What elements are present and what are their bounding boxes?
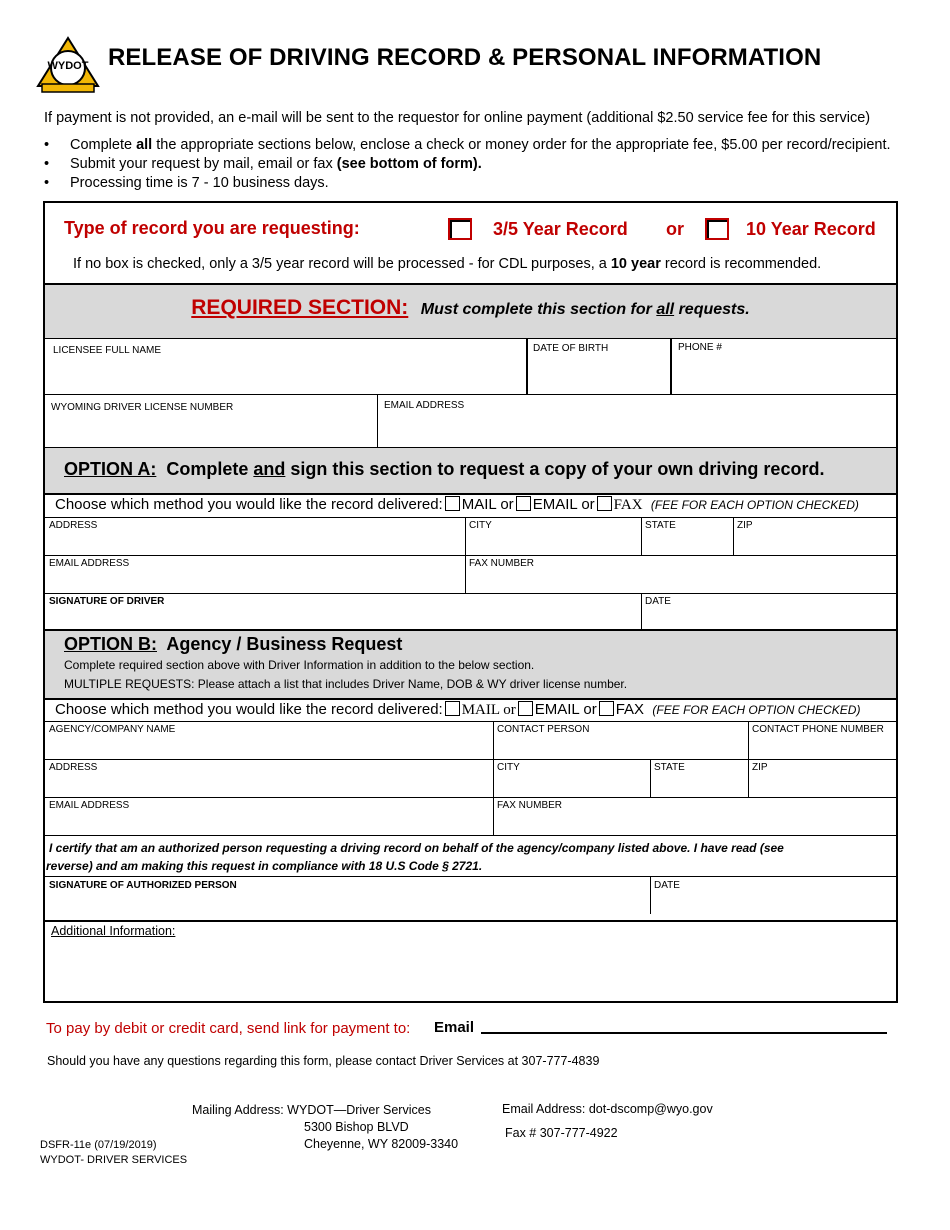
or-label: or [666,219,684,239]
option-b-method-row: Choose which method you would like the record delivered: MAIL or EMAIL or FAX (FEE FOR EACH OPTION CHECKED) [55,701,861,718]
option-b-address-field[interactable]: ADDRESS [49,762,98,773]
option-b-city-field[interactable]: CITY [497,762,520,773]
ten-year-checkbox[interactable] [705,218,729,240]
option-a-state-field[interactable]: STATE [645,520,676,531]
driver-license-number-field[interactable]: WYOMING DRIVER LICENSE NUMBER [51,402,234,413]
agency-company-name-field[interactable]: AGENCY/COMPANY NAME [49,724,176,735]
list-item: • Complete all the appropriate sections below, enclose a check or money order for the appropriate fee, $5.00 per record/recipient. [44,136,891,155]
option-b-state-field[interactable]: STATE [654,762,685,773]
ten-year-label: 10 Year Record [746,219,876,239]
contact-email: Email Address: dot-dscomp@wyo.gov [502,1102,713,1116]
instruction-list [44,136,891,193]
date-of-birth-field[interactable]: DATE OF BIRTH [533,343,609,354]
licensee-full-name-field[interactable]: LICENSEE FULL NAME [53,345,161,356]
option-b-fax-field[interactable]: FAX NUMBER [497,800,563,811]
mailing-address-city: Cheyenne, WY 82009-3340 [304,1137,459,1151]
option-a-zip-field[interactable]: ZIP [737,520,753,531]
release-form [43,201,898,1003]
phone-field[interactable]: PHONE # [678,342,722,353]
option-b-zip-field[interactable]: ZIP [752,762,768,773]
option-a-email-checkbox[interactable] [516,496,531,511]
option-b-mail-checkbox[interactable] [445,701,460,716]
option-b-email-field[interactable]: EMAIL ADDRESS [49,800,130,811]
contact-person-field[interactable]: CONTACT PERSON [497,724,590,735]
contact-fax: Fax # 307-777-4922 [505,1126,618,1140]
option-b-email-checkbox[interactable] [518,701,533,716]
three-five-year-label: 3/5 Year Record [493,219,628,239]
intro-text: If payment is not provided, an e-mail will be sent to the requestor for online payment (additional $2.50 service fee for this service) [44,110,871,126]
record-type-label: Type of record you are requesting: [64,218,360,238]
form-id: DSFR-11e (07/19/2019) [40,1139,157,1151]
wydot-logo [36,36,100,94]
three-five-year-checkbox[interactable] [448,218,472,240]
additional-information-field[interactable]: Additional Information: [51,924,176,938]
payment-instructions: To pay by debit or credit card, send link for payment to: [46,1020,411,1037]
mailing-address-street: 5300 Bishop BLVD [304,1120,409,1134]
driver-signature-field[interactable]: SIGNATURE OF DRIVER [49,596,165,607]
payment-email-input-line[interactable] [481,1032,887,1034]
page-title: RELEASE OF DRIVING RECORD & PERSONAL INFORMATION [108,44,822,71]
option-b-fax-checkbox[interactable] [599,701,614,716]
option-a-city-field[interactable]: CITY [469,520,492,531]
option-a-date-field[interactable]: DATE [645,596,671,607]
wydot-logo-icon [36,36,100,94]
option-b-title: OPTION B: Agency / Business Request [64,634,403,654]
certification-statement: I certify that am an authorized person requesting a driving record on behalf of the agency/company listed above. I have read (see reverse) and am making this request in compliance with 18 U.S Code § 2721. [46,841,784,873]
mailing-address-label: Mailing Address: WYDOT—Driver Services [192,1103,431,1117]
list-item: • Processing time is 7 - 10 business days. [44,174,891,193]
logo-text: WYDOT [47,60,89,72]
option-a-method-row: Choose which method you would like the record delivered: MAIL or EMAIL or FAX (FEE FOR EACH OPTION CHECKED) [55,496,859,513]
record-type-note: If no box is checked, only a 3/5 year record will be processed - for CDL purposes, a 10 year record is recommended. [73,256,822,272]
option-a-fax-field[interactable]: FAX NUMBER [469,558,535,569]
authorized-signature-field[interactable]: SIGNATURE OF AUTHORIZED PERSON [49,880,237,891]
option-a-title: OPTION A: Complete and sign this section to request a copy of your own driving record. [64,459,825,479]
option-a-email-field[interactable]: EMAIL ADDRESS [49,558,130,569]
option-b-multiple-requests: MULTIPLE REQUESTS: Please attach a list that includes Driver Name, DOB & WY driver license number. [64,677,628,691]
option-a-fax-checkbox[interactable] [597,496,612,511]
option-b-instructions: Complete required section above with Driver Information in addition to the below section. [64,658,535,672]
payment-email-label: Email [434,1019,475,1036]
questions-text: Should you have any questions regarding this form, please contact Driver Services at 307-777-4839 [47,1054,600,1068]
required-section-title: REQUIRED SECTION: Must complete this section for all requests. [191,296,750,319]
email-address-field[interactable]: EMAIL ADDRESS [384,400,465,411]
option-a-address-field[interactable]: ADDRESS [49,520,98,531]
list-item: • Submit your request by mail, email or fax (see bottom of form). [44,155,891,174]
contact-phone-field[interactable]: CONTACT PHONE NUMBER [752,724,884,735]
form-department: WYDOT- DRIVER SERVICES [40,1154,188,1166]
option-a-mail-checkbox[interactable] [445,496,460,511]
option-b-date-field[interactable]: DATE [654,880,680,891]
